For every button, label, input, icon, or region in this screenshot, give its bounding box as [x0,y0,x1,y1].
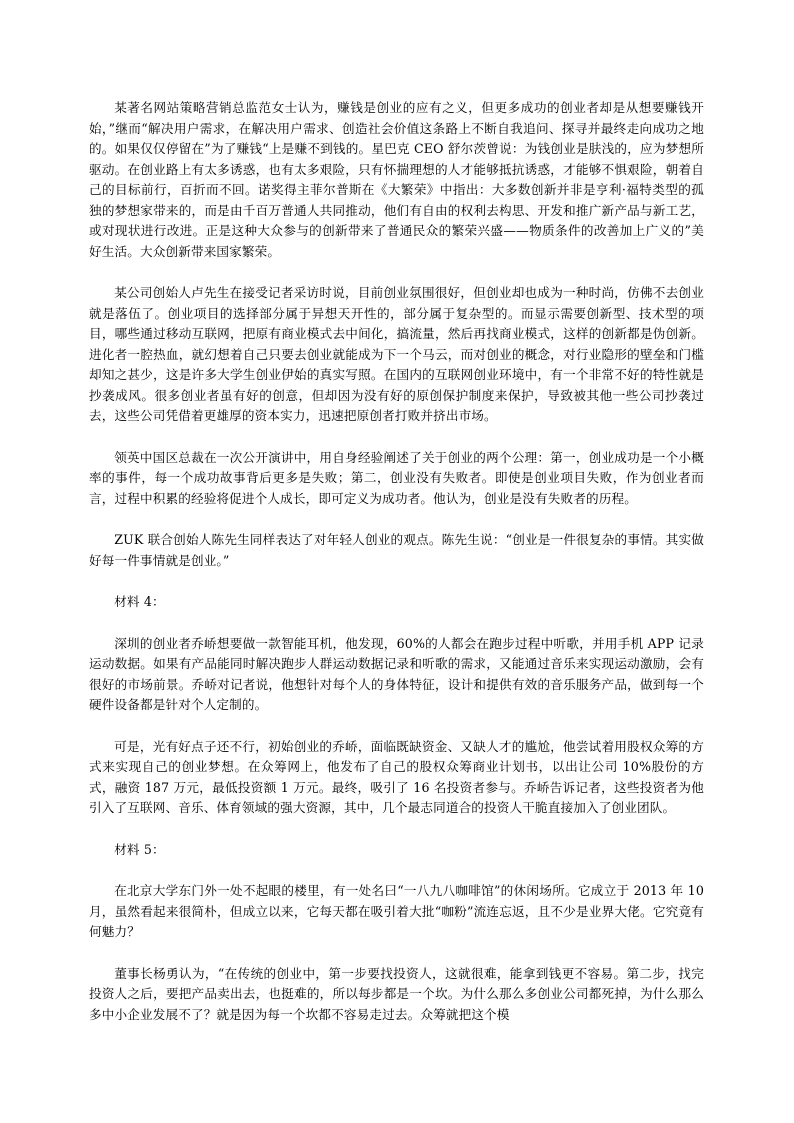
material-5-heading: 材料 5： [114,841,165,857]
paragraph-8: 董事长杨勇认为，“在传统的创业中，第一步要找投资人，这就很难，能拿到钱更不容易。第二步，找完投资人之后，要把产品卖出去，也挺难的，所以每步都是一个坎。为什么那么多创业公司都死掉，为什么那么多中小企业发展不了？就是因为每一个坎都不容易走过去。众筹就把这个模 [89,965,704,1022]
material-4-heading: 材料 4： [114,594,165,609]
paragraph-4: ZUK 联合创始人陈先生同样表达了对年轻人创业的观点。陈先生说：“创业是一件很复杂的事情。其实做好每一件事情就是创业。” [89,532,704,568]
paragraph-5: 深圳的创业者乔峤想要做一款智能耳机，他发现，60%的人都会在跑步过程中听歌，并用手机 APP 记录运动数据。如果有产品能同时解决跑步人群运动数据记录和听歌的需求，又能通过音乐来实现运动激励，会有很好的市场前景。乔峤对记者说，他想针对每个人的身体特征，设计和提供有效的音乐服务产品，做到每一个硬件设备都是针对个人定制的。 [89,635,704,712]
document-page [89,98,704,1025]
paragraph-2: 某公司创始人卢先生在接受记者采访时说，目前创业氛围很好，但创业却也成为一种时尚，仿佛不去创业就是落伍了。创业项目的选择部分属于异想天开性的，部分属于复杂型的。而显示需要创新型、技术型的项目，哪些通过移动互联网，把原有商业模式去中间化，搞流量，然后再找商业模式，这样的创新都是伪创新。进化者一腔热血，就幻想着自己只要去创业就能成为下一个马云，而对创业的概念，对行业隐形的壁垒和门槛却知之甚少，这是许多大学生创业伊始的真实写照。在国内的互联网创业环境中，有一个非常不好的特性就是抄袭成风。很多创业者虽有好的创意，但却因为没有好的原创保护制度来保护，导致被其他一些公司抄袭过去，这些公司凭借着更雄厚的资本实力，迅速把原创者打败并挤出市场。 [89,285,704,423]
paragraph-3: 领英中国区总裁在一次公开演讲中，用自身经验阐述了关于创业的两个公理：第一，创业成功是一个小概率的事件，每一个成功故事背后更多是失败；第二，创业没有失败者。即使是创业项目失败，作为创业者而言，过程中积累的经验将促进个人成长，即可定义为成功者。他认为，创业是没有失败者的历程。 [89,449,704,506]
paragraph-1: 某著名网站策略营销总监范女士认为，赚钱是创业的应有之义，但更多成功的创业者却是从想要赚钱开始，”继而“解决用户需求，在解决用户需求、创造社会价值这条路上不断自我追问、探寻并最终走向成功之地的。如果仅仅停留在”为了赚钱“上是赚不到钱的。星巴克 CEO 舒尔茨曾说：为钱创业是肤浅的，应为梦想所驱动。在创业路上有太多诱惑，也有太多艰险，只有怀揣理想的人才能够抵抗诱惑，才能够不惧艰险，朝着自己的目标前行，百折而不回。诺奖得主菲尔普斯在《大繁荣》中指出：大多数创新并非是亨利·福特类型的孤独的梦想家带来的，而是由千百万普通人共同推动，他们有自由的权利去构思、开发和推广新产品与新工艺，或对现状进行改进。正是这种大众参与的创新带来了普通民众的繁荣兴盛——物质条件的改善加上广义的”美好生活。大众创新带来国家繁荣。 [89,100,704,259]
paragraph-6: 可是，光有好点子还不行，初始创业的乔峤，面临既缺资金、又缺人才的尴尬，他尝试着用股权众筹的方式来实现自己的创业梦想。在众筹网上，他发布了自己的股权众筹商业计划书，以出让公司 10%股份的方式，融资 187 万元，最低投资额 1 万元。最终，吸引了 16 名投资者参与。乔峤告诉记者，这些投资者为他引入了互联网、音乐、体育领域的强大资源，其中，几个最志同道合的投资人干脆直接加入了创业团队。 [89,738,704,815]
paragraph-7: 在北京大学东门外一处不起眼的楼里，有一处名曰“一八九八咖啡馆”的休闲场所。它成立于 2013 年 10 月，虽然看起来很简朴，但成立以来，它每天都在吸引着大批“咖粉”流连忘返，且不少是业界大佬。它究竟有何魅力？ [89,883,704,939]
